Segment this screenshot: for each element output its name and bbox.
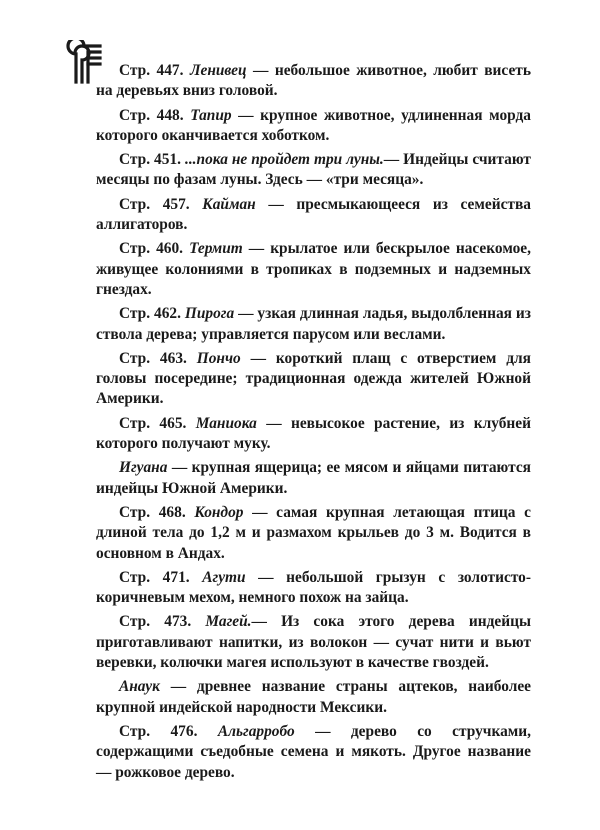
note-definition: — короткий плащ с отверстием для головы посередине; традиционная одежда жителей Южной Америки.: [96, 349, 531, 408]
note-definition: — дерево со стручками, содержащими съедобные семена и мякоть. Другое название — рожковое дерево.: [96, 722, 531, 781]
note-definition: — крылатое или бескрылое насекомое, живущее колониями в тропиках в подземных и надземных гнездах.: [96, 240, 531, 298]
page-reference: Стр. 463.: [119, 349, 187, 367]
note-term: Игуана: [119, 459, 168, 477]
note-entry: [96, 349, 531, 410]
page-reference: Стр. 447.: [119, 62, 184, 79]
page-reference: Стр. 471.: [119, 568, 190, 586]
page-reference: Стр. 460.: [119, 240, 184, 258]
note-term: Кайман: [202, 195, 256, 213]
note-entry: [96, 722, 531, 783]
note-definition: — крупная ящерица; ее мясом и яйцами питаются индейцы Южной Америки.: [96, 459, 531, 497]
note-entry: [96, 677, 531, 718]
note-entry: [96, 195, 531, 236]
glossary-notes: [96, 61, 531, 787]
note-definition: — крупное животное, удлиненная морда которого оканчивается хоботком.: [96, 106, 531, 144]
note-entry: [96, 304, 531, 345]
note-definition: — Индейцы считают месяцы по фазам луны. Здесь — «три месяца».: [96, 151, 531, 189]
note-term: Пирога: [184, 305, 235, 323]
note-term: ...пока не пройдет три луны.: [184, 151, 384, 169]
note-entry: [96, 414, 531, 455]
note-term: Альгарробо: [217, 722, 295, 740]
note-entry: [96, 150, 531, 191]
note-term: Агути: [202, 568, 246, 586]
note-definition: — пресмыкающееся из семейства аллигаторов.: [96, 195, 531, 234]
note-term: Магей.: [205, 613, 252, 631]
note-definition: — Из сока этого дерева индейцы приготавливают напитки, из волокон — сучат нити и вьют веревки, колючки магея используют в качестве гвоздей.: [96, 613, 531, 672]
note-definition: — древнее название страны ацтеков, наиболее крупной индейской народности Мексики.: [96, 678, 531, 716]
note-entry: [96, 503, 531, 564]
note-definition: — узкая длинная ладья, выдолбленная из ствола дерева; управляется парусом или веслами.: [96, 305, 531, 343]
note-entry: [96, 61, 531, 102]
note-term: Анаук: [119, 678, 160, 696]
note-definition: — небольшое животное, любит висеть на деревьях вниз головой.: [96, 62, 531, 100]
note-term: Пончо: [196, 349, 241, 367]
note-term: Кондор: [194, 503, 244, 521]
page-reference: Стр. 476.: [119, 722, 198, 740]
note-term: Ленивец: [189, 62, 247, 79]
page-reference: Стр. 465.: [119, 414, 187, 432]
note-term: Термит: [189, 240, 243, 258]
note-definition: — невысокое растение, из клубней которого получают муку.: [96, 414, 531, 453]
note-definition: — небольшой грызун с золотисто-коричневым мехом, немного похож на зайца.: [96, 568, 531, 607]
page-reference: Стр. 448.: [119, 106, 184, 124]
note-term: Маниока: [195, 414, 257, 432]
page-reference: Стр. 457.: [119, 195, 190, 213]
page-reference: Стр. 462.: [119, 305, 181, 323]
page-reference: Стр. 468.: [119, 503, 186, 521]
note-entry: [96, 106, 531, 147]
page-reference: Стр. 473.: [119, 613, 192, 631]
note-definition: — самая крупная летающая птица с длиной тела до 1,2 м и размахом крыльев до 3 м. Водится в основном в Андах.: [96, 503, 531, 562]
note-entry: [96, 568, 531, 609]
note-entry: [96, 612, 531, 673]
page-reference: Стр. 451.: [119, 151, 181, 169]
note-entry: [96, 458, 531, 499]
note-term: Тапир: [190, 106, 232, 124]
note-entry: [96, 239, 531, 300]
